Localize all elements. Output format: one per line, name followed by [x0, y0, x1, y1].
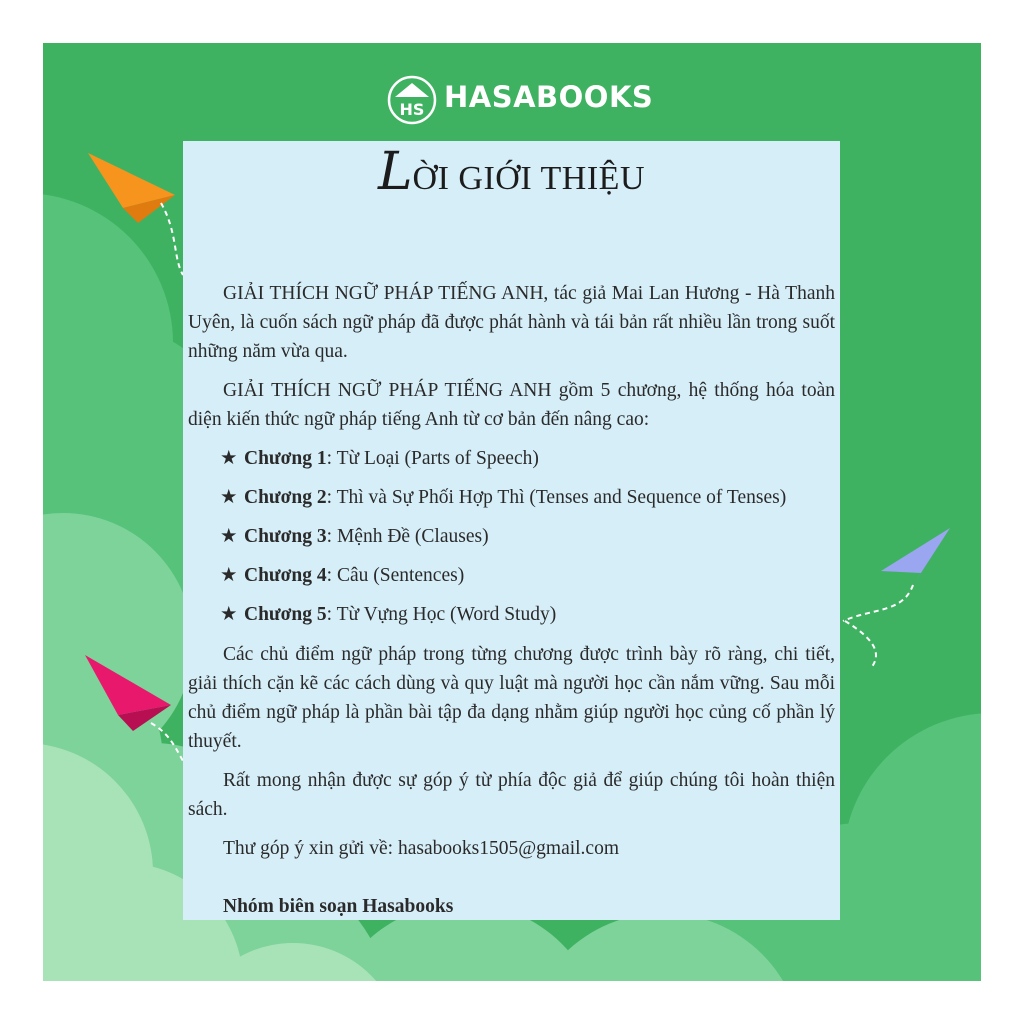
intro-card: [183, 141, 840, 920]
chapter-title: : Câu (Sentences): [326, 565, 465, 586]
paper-plane-violet-icon: [843, 528, 950, 668]
intro-paragraph-4: Rất mong nhận được sự góp ý từ phía độc giả để giúp chúng tôi hoàn thiện sách.: [188, 770, 835, 820]
chapter-title: : Từ Loại (Parts of Speech): [326, 448, 539, 469]
star-bullet-icon: ★: [220, 526, 238, 547]
contact-email-line: Thư góp ý xin gửi về: hasabooks1505@gmail.com: [223, 838, 620, 859]
chapter-label: Chương 2: [244, 487, 327, 508]
chapter-item-4: [220, 561, 464, 590]
intro-paragraph-3: Các chủ điểm ngữ pháp trong từng chương được trình bày rõ ràng, chi tiết, giải thích cặn kẽ các cách dùng và quy luật mà người học cần nắm vững. Sau mỗi chủ điểm ngữ pháp là phần bài tập đa dạng nhằm giúp người học củng cố phần lý thuyết.: [188, 644, 835, 752]
title-rest: ỜI GIỚI THIỆU: [412, 160, 645, 197]
title-drop-cap: L: [377, 142, 413, 202]
hs-house-icon: [387, 75, 437, 125]
page-title: [183, 142, 840, 202]
chapter-title: : Từ Vựng Học (Word Study): [326, 604, 557, 625]
intro-paragraph-1: GIẢI THÍCH NGỮ PHÁP TIẾNG ANH, tác giả Mai Lan Hương - Hà Thanh Uyên, là cuốn sách ngữ pháp đã được phát hành và tái bản rất nhiều lần trong suốt những năm vừa qua.: [188, 283, 835, 362]
chapter-label: Chương 3: [244, 526, 327, 547]
signature: Nhóm biên soạn Hasabooks: [223, 896, 454, 917]
brand-logo: [387, 73, 654, 129]
chapter-label: Chương 5: [244, 604, 327, 625]
chapter-item-3: [220, 522, 489, 551]
chapter-item-2: [220, 483, 786, 512]
page-frame: [43, 43, 981, 981]
star-bullet-icon: ★: [220, 487, 238, 508]
chapter-item-5: [220, 600, 556, 629]
star-bullet-icon: ★: [220, 604, 238, 625]
chapter-title: : Thì và Sự Phối Hợp Thì (Tenses and Sequence of Tenses): [326, 487, 787, 508]
brand-name: HASABOOKS: [444, 80, 654, 114]
star-bullet-icon: ★: [220, 448, 238, 469]
chapter-title: : Mệnh Đề (Clauses): [326, 526, 489, 547]
logo-monogram: HS: [399, 100, 425, 119]
chapter-label: Chương 1: [244, 448, 327, 469]
intro-paragraph-2: GIẢI THÍCH NGỮ PHÁP TIẾNG ANH gồm 5 chương, hệ thống hóa toàn diện kiến thức ngữ pháp tiếng Anh từ cơ bản đến nâng cao:: [188, 380, 835, 430]
chapter-item-1: [220, 444, 539, 473]
star-bullet-icon: ★: [220, 565, 238, 586]
chapter-label: Chương 4: [244, 565, 327, 586]
